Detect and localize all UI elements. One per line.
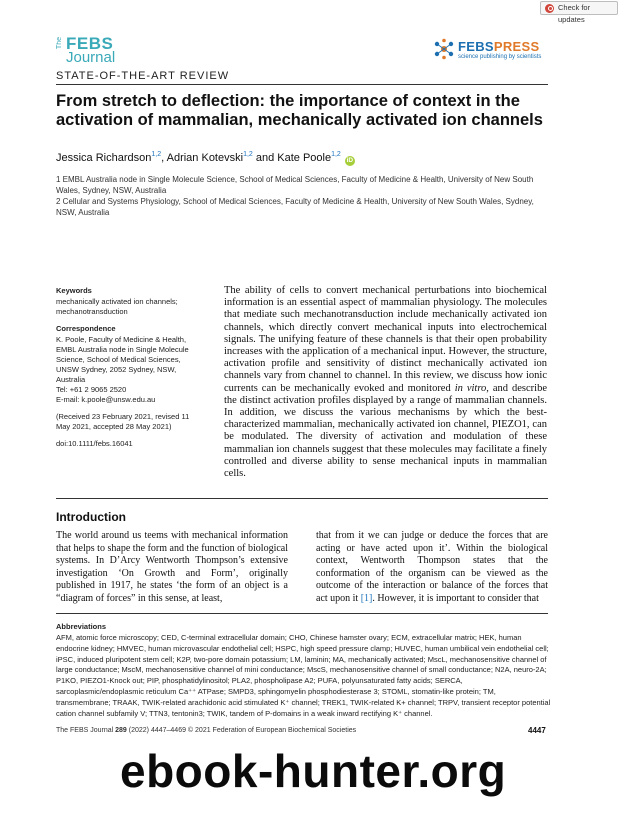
section-heading: Introduction xyxy=(56,510,126,524)
divider xyxy=(56,84,548,85)
abbreviations-heading: Abbreviations xyxy=(56,622,107,631)
author-affiliation-ref[interactable]: 1,2 xyxy=(151,151,162,158)
article-type: STATE-OF-THE-ART REVIEW xyxy=(56,70,230,82)
correspondence-line: K. Poole, Faculty of Medicine & Health, xyxy=(56,335,187,344)
keywords-heading: Keywords xyxy=(56,286,92,295)
author-affiliation-ref[interactable]: 1,2 xyxy=(243,151,253,158)
received-dates: (Received 23 February 2021, revised 11 xyxy=(56,412,190,421)
affiliation-2: 2 Cellular and Systems Physiology, School of Medical Sciences, Faculty of Medicine & Health, University of New South Wales, Sydney, NSW, Australia xyxy=(56,197,534,217)
molecule-icon xyxy=(433,38,455,60)
correspondence-phone: Tel: +61 2 9065 2520 xyxy=(56,385,127,394)
crossmark-icon xyxy=(545,4,554,13)
article-title: From stretch to deflection: the importance of context in the activation of mammalian, mechanically activated ion channels xyxy=(56,92,543,129)
author-name[interactable]: Jessica Richardson xyxy=(56,152,152,164)
abstract-text: , and describe the distinct activation profiles displayed by a range of mammalian channels. In addition, we discuss the various mechanisms by which the best-characterized mammalian, mechanically activated ion channel, PIEZO1, can be modulated. The diversity of activation and modulation of these mammalian ion channels suggest that these molecules may facilitate a finely controlled and diverse ability to sense mechanical inputs in mammalian cells. xyxy=(224,382,547,480)
abstract xyxy=(224,285,547,480)
body-column-right: that from it we can judge or deduce the forces that are acting or have acted upon it’. Within the biological context, Wentworth Thompson states that the conformation of the organism can be viewed as the outcome of the interaction or balance of the forces that act upon it [1]. However, it is important to consider that xyxy=(316,530,548,604)
press-wordmark: FEBSPRESS xyxy=(458,39,540,54)
body-column-left: The world around us teems with mechanical information that helps to shape the form and the function of biological systems. In D’Arcy Wentworth Thompson’s extensive investigation ‘On Growth and Form’, originally published in 1917, he states ‘the form of an object is a “diagram of forces” in this sense, at least, xyxy=(56,530,288,604)
logo-journal: Journal xyxy=(66,49,116,66)
correspondence-line: EMBL Australia node in Single Molecule xyxy=(56,345,189,354)
received-dates: May 2021, accepted 28 May 2021) xyxy=(56,422,172,431)
watermark: ebook-hunter.org xyxy=(120,745,507,797)
febs-journal-logo xyxy=(56,34,126,64)
febs-press-logo xyxy=(433,38,568,64)
doi-link[interactable]: doi:10.1111/febs.16041 xyxy=(56,439,133,448)
check-for-updates-label: Check for updates xyxy=(558,3,591,24)
correspondence-line: Australia xyxy=(56,375,86,384)
citation-link[interactable]: [1] xyxy=(360,592,373,604)
divider xyxy=(56,498,548,499)
article-info-sidebar xyxy=(56,286,206,456)
orcid-icon[interactable]: iD xyxy=(346,157,354,164)
citation-footer: The FEBS Journal 289 (2022) 4447–4469 © 2021 Federation of European Biochemical Societies xyxy=(56,727,357,734)
abstract-italic: in vitro xyxy=(454,382,487,394)
logo-febs: FEBS xyxy=(66,34,114,53)
correspondence-email[interactable]: E-mail: k.poole@unsw.edu.au xyxy=(56,395,156,404)
keyword: mechanotransduction xyxy=(56,307,128,316)
abstract-text: The ability of cells to convert mechanical perturbations into biochemical information is an essential aspect of mammalian physiology. The molecules that mediate such mechanotransduction include mechanically activated ion channels, which directly convert mechanical inputs into electrochemical signals. The unifying feature of these channels is that their open probability increases with the application of a mechanical input. However, the structure, activation profile and sensitivity of distinct mechanically activated ion channels vary from channel to channel. In this review, we discuss how ionic currents can be mechanically evoked and monitored xyxy=(224,285,547,394)
divider xyxy=(56,613,548,614)
page-number: 4447 xyxy=(528,726,546,735)
check-for-updates-button[interactable] xyxy=(540,1,618,24)
keyword: mechanically activated ion channels; xyxy=(56,297,178,306)
author-name[interactable]: Kate Poole xyxy=(277,152,332,164)
affiliation-1: 1 EMBL Australia node in Single Molecule Science, School of Medical Sciences, Faculty of Medicine & Health, University of New South Wales, Sydney, NSW, Australia xyxy=(56,175,534,195)
correspondence-line: Science, School of Medical Sciences, xyxy=(56,355,181,364)
press-tagline: science publishing by scientists xyxy=(458,54,542,60)
author-list: Jessica Richardson$^{1,2}$, Adrian Kotevski$^{1,2}$ and Kate Poole$^{1,2}$iD xyxy=(56,151,354,164)
abbreviations-text: AFM, atomic force microscopy; CED, C-terminal extracellular domain; CHO, Chinese hamster ovary; ECM, extracellular matrix; HEK, human endocrine kidney; HMVEC, human microvascular endothelial cell; HSPC, high speed pressure clamp; HUVEC, human umbilical vein endothelial cell; iPSC, induced pluripotent stem cell; K2P, two-pore domain potassium; LM, laminin; MA, mechanically activated; MscL, mechanosensitive channel of large conductance; MscM, mechanosensitive channel of mini conductance; MscS, mechanosensitive channel of small conductance; N2A, neuro-2A; P1KO, PIEZO1-Knock out; PIP, phosphatidylinositol; PLA2, phospholipase A2; PUFA, polyunsaturated fatty acids; SERCA, sarcoplasmic/endoplasmic reticulum Ca⁺⁺ ATPase; SMPD3, sphingomyelin phosphodiesterase 3; STOML, stomatin-like protein; TM, transmembrane; TRAAK, TWIK-related arachidonic acid stimulated K⁺ channel; TREK1, TWIK-related K+ channel; TRPV, transient receptor potential cation channel subfamily V; TTN3, tentonin3; TWIK, tandem of P-domains in a weak inward rectifying K⁺ channel. xyxy=(56,633,551,718)
author-affiliation-ref[interactable]: 1,2 xyxy=(331,151,341,158)
logo-the: The xyxy=(56,37,63,50)
correspondence-line: UNSW Sydney, 2052 Sydney, NSW, xyxy=(56,365,177,374)
author-name[interactable]: Adrian Kotevski xyxy=(166,152,244,164)
correspondence-heading: Correspondence xyxy=(56,324,116,333)
